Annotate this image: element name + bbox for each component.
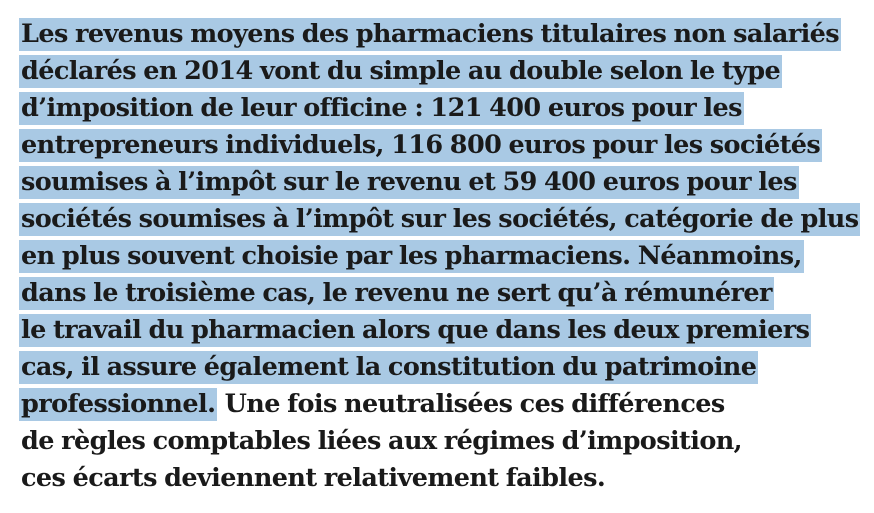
text-line <box>21 201 860 238</box>
text-line <box>21 386 860 423</box>
text-line <box>21 90 860 127</box>
text-line <box>21 238 860 275</box>
text-line <box>21 164 860 201</box>
highlighted-text[interactable]: déclarés en 2014 vont du simple au double selon le type <box>21 56 781 86</box>
highlighted-text[interactable]: cas, il assure également la constitution du patrimoine <box>21 352 757 382</box>
highlighted-text[interactable]: en plus souvent choisie par les pharmaciens. Néanmoins, <box>21 241 802 271</box>
highlighted-text[interactable]: entrepreneurs individuels, 116 800 euros pour les sociétés <box>21 130 821 160</box>
highlighted-text[interactable]: dans le troisième cas, le revenu ne sert qu’à rémunérer <box>21 278 772 308</box>
text-line <box>21 349 860 386</box>
highlighted-text[interactable]: Les revenus moyens des pharmaciens titulaires non salariés <box>21 19 840 49</box>
text-line <box>21 127 860 164</box>
highlighted-text[interactable]: sociétés soumises à l’impôt sur les sociétés, catégorie de plus <box>21 204 859 234</box>
plain-text[interactable]: de règles comptables liées aux régimes d’imposition, <box>21 426 742 456</box>
text-line <box>21 460 860 497</box>
text-line <box>21 53 860 90</box>
document-paragraph <box>21 16 860 497</box>
highlighted-text[interactable]: soumises à l’impôt sur le revenu et 59 400 euros pour les <box>21 167 797 197</box>
text-line <box>21 312 860 349</box>
text-line <box>21 16 860 53</box>
plain-text[interactable]: Une fois neutralisées ces différences <box>217 389 725 419</box>
text-line <box>21 275 860 312</box>
highlighted-text[interactable]: professionnel. <box>21 389 216 419</box>
highlighted-text[interactable]: d’imposition de leur officine : 121 400 euros pour les <box>21 93 742 123</box>
plain-text[interactable]: ces écarts deviennent relativement faibles. <box>21 463 606 493</box>
text-line <box>21 423 860 460</box>
highlighted-text[interactable]: le travail du pharmacien alors que dans les deux premiers <box>21 315 810 345</box>
